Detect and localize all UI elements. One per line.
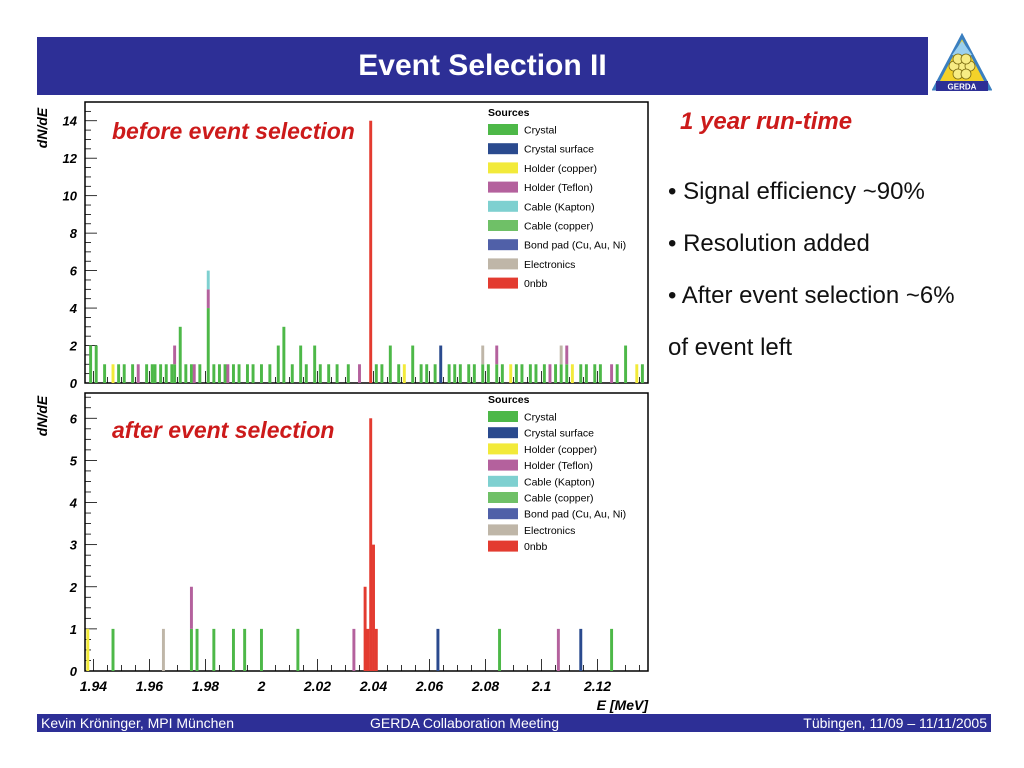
- y-tick-label: 10: [62, 188, 77, 204]
- bar-electronics: [481, 346, 484, 365]
- x-tick-label: 1.96: [135, 678, 164, 694]
- legend-swatch-bond-pad-cu-au-ni: [488, 508, 518, 519]
- y-tick-label: 8: [69, 226, 77, 242]
- y-tick-label: 0: [69, 376, 77, 391]
- bar-holder-teflon: [207, 289, 210, 308]
- gerda-logo: [932, 33, 992, 95]
- legend-entry-holder-copper: Holder (copper): [524, 443, 597, 456]
- y-tick-label: 2: [69, 338, 77, 354]
- legend-swatch-crystal-surface: [488, 427, 518, 438]
- bar-crystal-surface: [436, 629, 439, 671]
- bar-crystal: [599, 364, 602, 383]
- bar-crystal: [624, 346, 627, 383]
- x-tick-label: 2.04: [359, 678, 388, 694]
- legend-entry-cable-kapton: Cable (Kapton): [524, 476, 595, 489]
- bar-holder-copper: [509, 364, 512, 383]
- y-tick-label: 2: [69, 579, 77, 595]
- bar-crystal: [198, 364, 201, 383]
- bar-holder-teflon: [495, 346, 498, 365]
- bar-crystal: [520, 364, 523, 383]
- bar-crystal: [296, 629, 299, 671]
- bar-crystal: [448, 364, 451, 383]
- bar-holder-copper: [635, 364, 638, 383]
- bar-crystal: [260, 364, 263, 383]
- legend-title: Sources: [488, 107, 530, 119]
- bar-holder-copper: [571, 364, 574, 383]
- legend-entry-bond-pad-cu-au-ni: Bond pad (Cu, Au, Ni): [524, 508, 627, 521]
- bar-crystal: [246, 364, 249, 383]
- bar-crystal: [327, 364, 330, 383]
- y-axis-label: dN/dE: [34, 395, 50, 437]
- bar-crystal: [347, 364, 350, 383]
- legend-swatch-holder-teflon: [488, 460, 518, 471]
- chart-after-selection: [34, 393, 649, 713]
- bar-0nbb: [372, 545, 375, 671]
- legend-swatch-electronics: [488, 524, 518, 535]
- bullet-signal-efficiency: • Signal efficiency ~90%: [668, 178, 925, 205]
- bar-holder-teflon: [352, 629, 355, 671]
- bar-crystal: [579, 364, 582, 383]
- bar-crystal: [336, 364, 339, 383]
- bar-holder-teflon: [548, 364, 551, 383]
- legend-swatch-bond-pad-cu-au-ni: [488, 239, 518, 250]
- bar-crystal: [184, 364, 187, 383]
- y-tick-label: 12: [62, 151, 77, 167]
- legend-entry-crystal-surface: Crystal surface: [524, 427, 595, 440]
- y-tick-label: 1: [69, 621, 77, 637]
- legend-swatch-0nbb: [488, 541, 518, 552]
- bar-crystal: [397, 364, 400, 383]
- bar-crystal: [131, 364, 134, 383]
- bar-0nbb: [375, 629, 378, 671]
- bar-0nbb: [369, 121, 372, 383]
- bar-crystal: [207, 308, 210, 383]
- bar-crystal: [593, 364, 596, 383]
- bar-holder-teflon: [193, 364, 196, 383]
- x-tick-label: 1.94: [79, 678, 108, 694]
- bar-crystal: [243, 629, 246, 671]
- footer-meeting: GERDA Collaboration Meeting: [370, 715, 560, 731]
- bar-cable-kapton: [207, 271, 210, 290]
- legend-entry-0nbb: 0nbb: [524, 278, 548, 291]
- bar-crystal: [95, 346, 98, 383]
- footer-date: Tübingen, 11/09 – 11/11/2005: [803, 715, 987, 731]
- y-tick-label: 0: [69, 664, 77, 679]
- y-tick-label: 6: [69, 263, 77, 279]
- bar-electronics: [162, 629, 165, 671]
- bar-crystal: [554, 364, 557, 383]
- bar-crystal: [411, 346, 414, 383]
- x-tick-label: 1.98: [191, 678, 220, 694]
- bar-0nbb: [366, 629, 369, 671]
- bar-crystal: [453, 364, 456, 383]
- legend-swatch-cable-kapton: [488, 476, 518, 487]
- legend-swatch-cable-copper: [488, 220, 518, 231]
- legend-title: Sources: [488, 394, 530, 406]
- bar-crystal: [282, 327, 285, 383]
- bar-0nbb: [364, 587, 367, 671]
- bar-0nbb: [369, 418, 372, 671]
- legend-swatch-0nbb: [488, 278, 518, 289]
- bar-crystal: [291, 364, 294, 383]
- legend-swatch-electronics: [488, 258, 518, 269]
- legend-entry-holder-teflon: Holder (Teflon): [524, 182, 593, 195]
- legend-entry-electronics: Electronics: [524, 524, 576, 537]
- bar-crystal: [319, 364, 322, 383]
- legend-swatch-holder-copper: [488, 443, 518, 454]
- bar-electronics: [560, 346, 563, 365]
- bar-crystal: [165, 364, 168, 383]
- legend-entry-holder-copper: Holder (copper): [524, 162, 597, 175]
- bar-crystal: [616, 364, 619, 383]
- bar-crystal: [232, 364, 235, 383]
- bar-holder-teflon: [137, 364, 140, 383]
- bar-crystal: [565, 364, 568, 383]
- x-tick-label: 2: [257, 678, 266, 694]
- legend-entry-cable-copper: Cable (copper): [524, 492, 594, 505]
- y-tick-label: 5: [69, 453, 77, 469]
- y-axis-label: dN/dE: [34, 107, 50, 149]
- bar-crystal: [190, 364, 193, 383]
- legend-swatch-crystal: [488, 411, 518, 422]
- y-tick-label: 14: [62, 113, 77, 129]
- bar-crystal: [610, 629, 613, 671]
- legend-entry-crystal: Crystal: [524, 124, 557, 137]
- bar-holder-copper: [86, 629, 89, 671]
- run-time-heading: 1 year run-time: [680, 108, 853, 135]
- bar-crystal: [459, 364, 462, 383]
- footer-bar: [37, 714, 991, 732]
- x-tick-label: 2.08: [471, 678, 500, 694]
- bar-crystal: [179, 327, 182, 383]
- chart-before-selection: [34, 102, 648, 391]
- bar-crystal: [196, 629, 199, 671]
- bar-crystal: [434, 364, 437, 383]
- bar-crystal: [380, 364, 383, 383]
- legend-entry-holder-teflon: Holder (Teflon): [524, 460, 593, 473]
- bar-crystal-surface: [439, 346, 442, 383]
- bar-crystal: [305, 364, 308, 383]
- footer-author: Kevin Kröninger, MPI München: [41, 715, 234, 731]
- bar-crystal: [487, 364, 490, 383]
- bar-crystal: [151, 364, 154, 383]
- bar-crystal: [425, 364, 428, 383]
- legend-entry-0nbb: 0nbb: [524, 541, 548, 554]
- bar-crystal: [224, 364, 227, 383]
- bar-crystal: [212, 629, 215, 671]
- chart-annotation: before event selection: [112, 118, 355, 144]
- legend-swatch-holder-teflon: [488, 182, 518, 193]
- bar-crystal: [498, 629, 501, 671]
- legend-entry-electronics: Electronics: [524, 258, 576, 271]
- slide-title: Event Selection II: [358, 49, 607, 82]
- bar-crystal: [501, 364, 504, 383]
- legend-swatch-cable-copper: [488, 492, 518, 503]
- bar-crystal: [585, 364, 588, 383]
- x-tick-label: 2.06: [415, 678, 444, 694]
- legend-swatch-crystal: [488, 124, 518, 135]
- legend-entry-crystal-surface: Crystal surface: [524, 143, 595, 156]
- logo-text: GERDA: [947, 82, 977, 92]
- bar-crystal: [268, 364, 271, 383]
- bar-crystal: [420, 364, 423, 383]
- y-tick-label: 4: [69, 495, 77, 511]
- bar-crystal: [112, 629, 115, 671]
- bar-crystal-surface: [579, 629, 582, 671]
- bar-holder-copper: [112, 364, 115, 383]
- bar-crystal: [375, 364, 378, 383]
- bar-crystal: [103, 364, 106, 383]
- bar-crystal: [481, 364, 484, 383]
- bar-crystal: [159, 364, 162, 383]
- bar-crystal: [252, 364, 255, 383]
- bar-crystal: [123, 364, 126, 383]
- bar-crystal: [641, 364, 644, 383]
- legend-swatch-cable-kapton: [488, 201, 518, 212]
- bar-crystal: [232, 629, 235, 671]
- y-tick-label: 3: [69, 537, 77, 553]
- bar-crystal: [473, 364, 476, 383]
- x-tick-label: 2.02: [303, 678, 332, 694]
- bar-crystal: [529, 364, 532, 383]
- bar-holder-teflon: [557, 629, 560, 671]
- gerda-logo-icon: [932, 33, 992, 95]
- bar-crystal: [389, 346, 392, 383]
- y-tick-label: 6: [69, 411, 77, 427]
- bar-crystal: [145, 364, 148, 383]
- bar-crystal: [260, 629, 263, 671]
- bullet-resolution: • Resolution added: [668, 230, 870, 257]
- bar-holder-teflon: [226, 364, 229, 383]
- bar-holder-teflon: [173, 346, 176, 365]
- bar-holder-copper: [403, 364, 406, 383]
- bar-crystal: [170, 364, 173, 383]
- bar-crystal: [534, 364, 537, 383]
- legend-swatch-holder-copper: [488, 162, 518, 173]
- bar-holder-teflon: [358, 364, 361, 383]
- bar-holder-teflon: [565, 346, 568, 365]
- legend-entry-cable-copper: Cable (copper): [524, 220, 594, 233]
- bar-holder-teflon: [610, 364, 613, 383]
- bar-crystal: [89, 346, 92, 383]
- legend-entry-cable-kapton: Cable (Kapton): [524, 201, 595, 214]
- bar-crystal: [543, 364, 546, 383]
- legend-entry-crystal: Crystal: [524, 411, 557, 424]
- bullet-after-selection: • After event selection ~6%: [668, 282, 955, 309]
- bar-crystal: [515, 364, 518, 383]
- bar-crystal: [560, 364, 563, 383]
- chart-annotation: after event selection: [112, 417, 335, 443]
- x-tick-label: 2.12: [583, 678, 612, 694]
- bar-crystal: [190, 629, 193, 671]
- bar-crystal: [212, 364, 215, 383]
- bar-crystal: [154, 364, 157, 383]
- bar-crystal: [495, 364, 498, 383]
- bar-crystal: [299, 346, 302, 383]
- x-tick-label: 2.1: [531, 678, 552, 694]
- legend-entry-bond-pad-cu-au-ni: Bond pad (Cu, Au, Ni): [524, 239, 627, 252]
- bar-crystal: [173, 364, 176, 383]
- bar-holder-teflon: [190, 587, 193, 629]
- bar-crystal: [277, 346, 280, 383]
- bar-crystal: [467, 364, 470, 383]
- y-tick-label: 4: [69, 301, 77, 317]
- bar-crystal: [238, 364, 241, 383]
- bar-crystal: [117, 364, 120, 383]
- legend-swatch-crystal-surface: [488, 143, 518, 154]
- bullet-event-left: of event left: [668, 334, 793, 361]
- bar-crystal: [313, 346, 316, 383]
- bar-crystal: [218, 364, 221, 383]
- x-axis-label: E [MeV]: [596, 697, 648, 713]
